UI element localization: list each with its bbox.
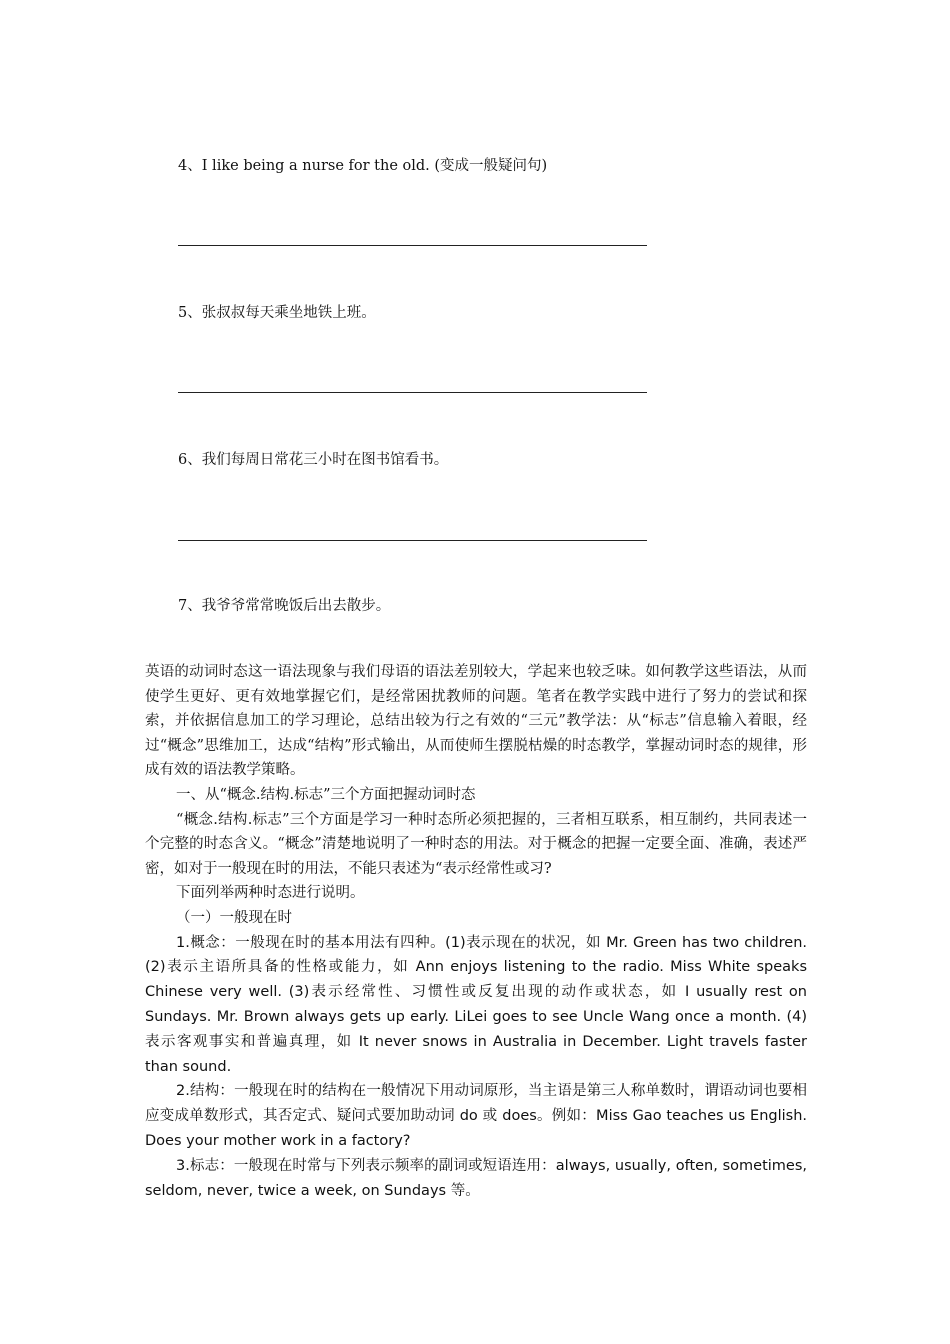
exercise-7: 7、我爷爷常常晚饭后出去散步。 — [178, 598, 391, 614]
answer-line-6[interactable] — [178, 540, 647, 541]
article-paragraph-2: 下面列举两种时态进行说明。 — [176, 885, 365, 902]
section-heading-1: 一、从“概念.结构.标志”三个方面把握动词时态 — [176, 786, 476, 803]
subsection-heading: （一）一般现在时 — [176, 909, 292, 926]
exercise-6: 6、我们每周日常花三小时在图书馆看书。 — [178, 452, 449, 468]
marker-paragraph: 3.标志：一般现在时常与下列表示频率的副词或短语连用：always, usually, often, sometimes, seldom, never, twice a week, on Sundays 等。 — [145, 1157, 807, 1199]
exercise-5: 5、张叔叔每天乘坐地铁上班。 — [178, 305, 376, 321]
answer-line-4[interactable] — [178, 245, 647, 246]
answer-line-5[interactable] — [178, 392, 647, 393]
exercise-4: 4、I like being a nurse for the old. (变成一般疑问句) — [178, 158, 548, 174]
concept-paragraph: 1.概念：一般现在时的基本用法有四种。(1)表示现在的状况，如 Mr. Green has two children. (2)表示主语所具备的性格或能力，如 Ann enjoys listening to the radio. Miss White speaks Chinese very well. (3)表示经常性、习惯性或反复出现的动作或状态，如 I usually rest on Sundays. Mr. Brown always gets up early. LiLei goes to see Uncle Wang once a month. (4)表示客观事实和普遍真理，如 It never snows in Australia in December. Light travels faster than sound. — [145, 934, 807, 1075]
article-body — [145, 660, 807, 1203]
structure-paragraph: 2.结构：一般现在时的结构在一般情况下用动词原形，当主语是第三人称单数时，谓语动词也要相应变成单数形式，其否定式、疑问式要加助动词 do 或 does。例如：Miss Gao teaches us English. Does your mother work in a factory? — [145, 1083, 807, 1149]
article-intro: 英语的动词时态这一语法现象与我们母语的语法差别较大，学起来也较乏味。如何教学这些语法，从而使学生更好、更有效地掌握它们，是经常困扰教师的问题。笔者在教学实践中进行了努力的尝试和探索，并依据信息加工的学习理论，总结出较为行之有效的“三元”教学法：从“标志”信息输入着眼，经过“概念”思维加工，达成“结构”形式输出，从而使师生摆脱枯燥的时态教学，掌握动词时态的规律，形成有效的语法教学策略。 — [145, 664, 807, 779]
article-paragraph-1: “概念.结构.标志”三个方面是学习一种时态所必须把握的，三者相互联系，相互制约，共同表述一个完整的时态含义。“概念”清楚地说明了一种时态的用法。对于概念的把握一定要全面、准确，表述严密，如对于一般现在时的用法，不能只表述为“表示经常性或习? — [145, 811, 807, 877]
